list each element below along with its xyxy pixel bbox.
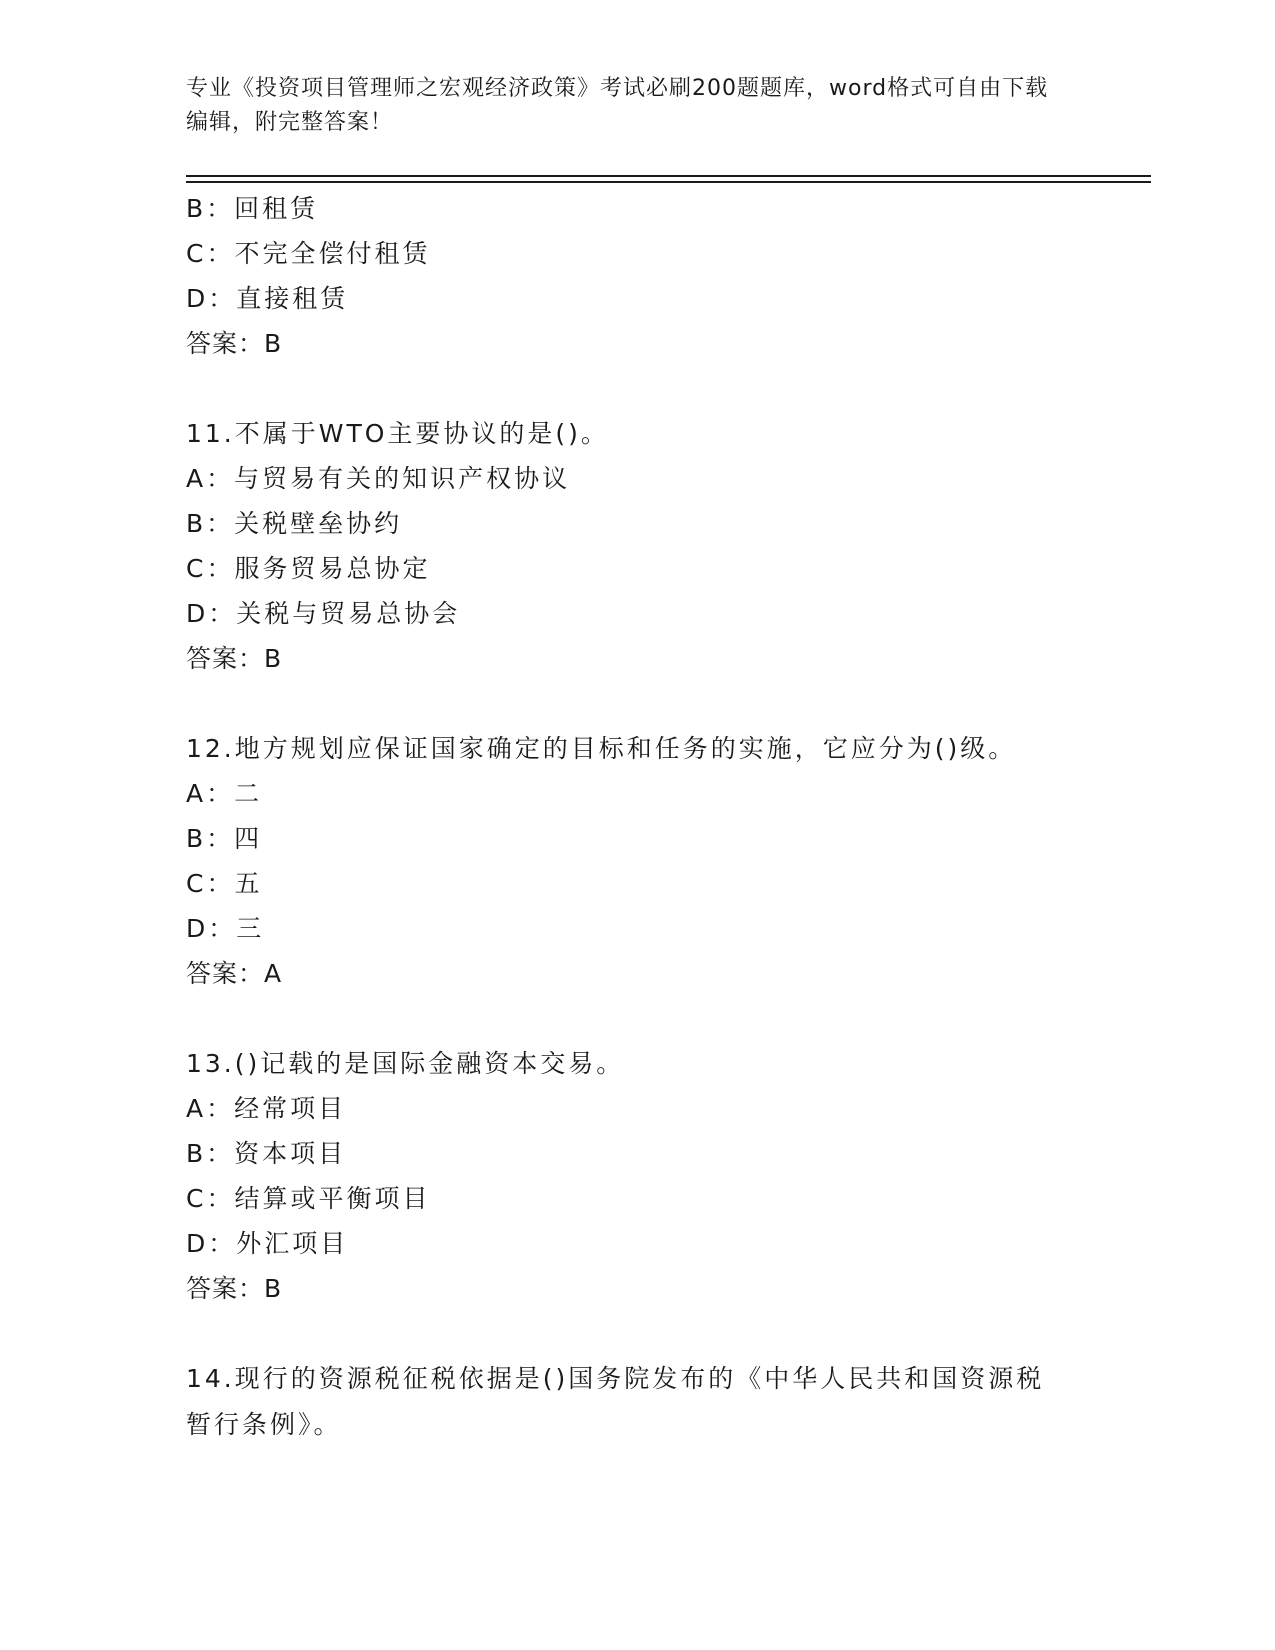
- option-c: C：服务贸易总协定: [186, 554, 431, 583]
- question-stem: 13.()记载的是国际金融资本交易。: [186, 1049, 625, 1078]
- option-c: C：结算或平衡项目: [186, 1184, 431, 1213]
- document-header: 专业《投资项目管理师之宏观经济政策》考试必刷200题题库，word格式可自由下载编辑，附完整答案！: [186, 76, 1049, 135]
- header-divider-second: [186, 181, 1151, 183]
- option-b: B：资本项目: [186, 1139, 347, 1168]
- answer: 答案：B: [186, 329, 283, 358]
- option-d: D：外汇项目: [186, 1229, 349, 1258]
- question-stem: 14.现行的资源税征税依据是()国务院发布的《中华人民共和国资源税暂行条例》。: [186, 1364, 1045, 1439]
- option-a: A：与贸易有关的知识产权协议: [186, 464, 571, 493]
- option-c: C：五: [186, 869, 263, 898]
- question-stem: 11.不属于WTO主要协议的是()。: [186, 419, 609, 448]
- option-d: D：三: [186, 914, 265, 943]
- option-b: B：关税壁垒协约: [186, 509, 403, 538]
- option-c: C：不完全偿付租赁: [186, 239, 431, 268]
- answer: 答案：A: [186, 959, 283, 988]
- option-b: B：回租赁: [186, 194, 319, 223]
- answer: 答案：B: [186, 1274, 283, 1303]
- header-divider: [186, 175, 1151, 177]
- option-d: D：直接租赁: [186, 284, 349, 313]
- option-b: B：四: [186, 824, 263, 853]
- question-stem: 12.地方规划应保证国家确定的目标和任务的实施，它应分为()级。: [186, 734, 1017, 763]
- option-a: A：二: [186, 779, 263, 808]
- option-a: A：经常项目: [186, 1094, 347, 1123]
- option-d: D：关税与贸易总协会: [186, 599, 461, 628]
- answer: 答案：B: [186, 644, 283, 673]
